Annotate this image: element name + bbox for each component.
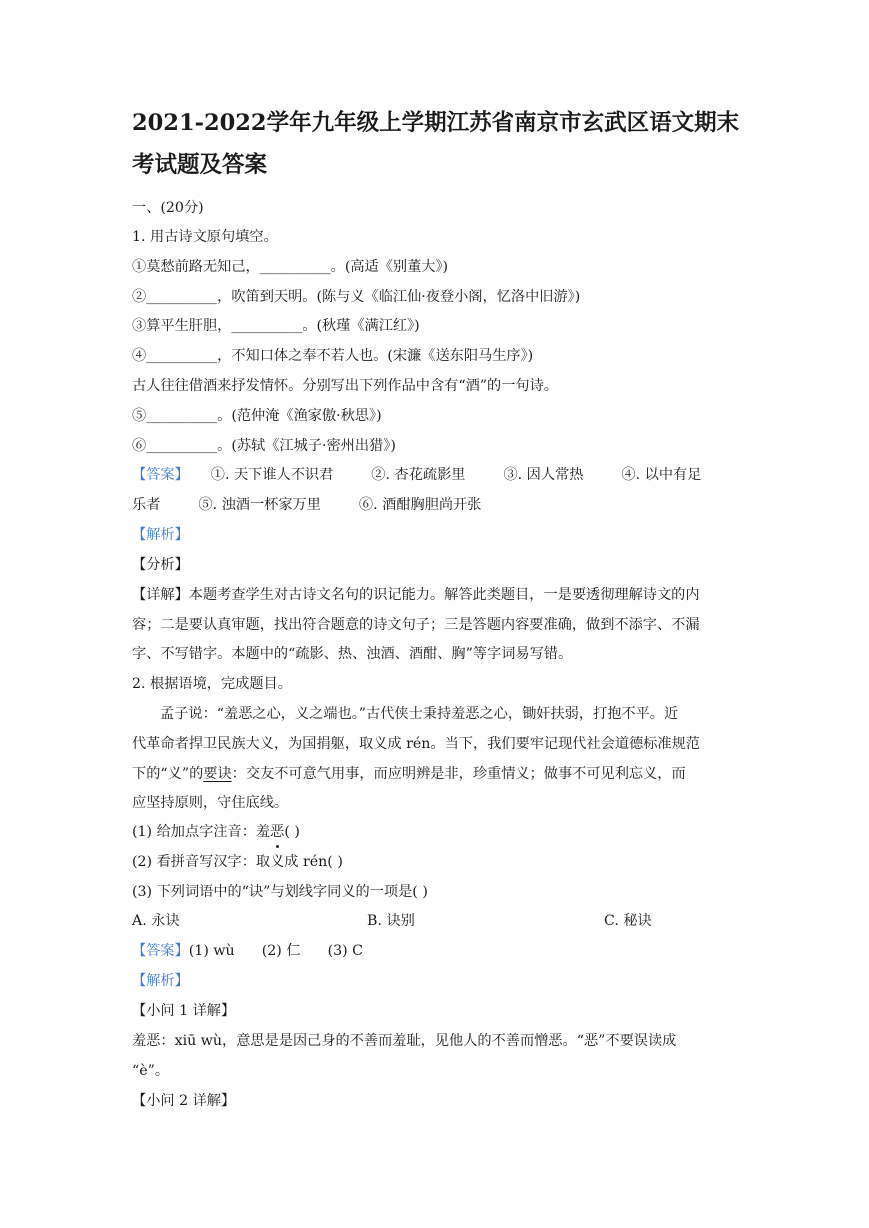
question-1-item: ③算平生肝胆，__________。(秋瑾《满江红》)	[132, 318, 420, 334]
option-a: A. 永诀	[132, 913, 180, 929]
underlined-word: 要诀	[203, 766, 232, 782]
option-b: B. 诀别	[367, 913, 415, 929]
answer-item: ④. 以中有足	[621, 467, 702, 483]
question-1-answer	[132, 464, 701, 486]
detail-line	[132, 584, 700, 606]
passage-line: 应坚持原则，守住底线。	[132, 795, 289, 811]
document-title-line-2: 考试题及答案	[132, 152, 268, 178]
passage-text: 下的“义”的	[132, 766, 204, 782]
subquestion-1-detail-label: 【小问 1 详解】	[132, 1003, 236, 1019]
question-1-instruction: 古人往往借酒来抒发情怀。分别写出下列作品中含有“酒”的一句诗。	[132, 378, 558, 394]
answer-text: (1) wù (2) 仁 (3) C	[188, 943, 364, 959]
subquestion-1	[132, 821, 300, 843]
answer-item: ⑥. 酒酣胸胆尚开张	[358, 497, 482, 513]
question-1-stem: 1. 用古诗文原句填空。	[132, 229, 278, 245]
subquestion-3: (3) 下列词语中的“诀”与划线字同义的一项是( )	[132, 884, 428, 900]
answer-item: ②. 杏花疏影里	[371, 467, 466, 483]
analysis-label: 【解析】	[132, 527, 189, 543]
question-1-answer-continued	[132, 494, 481, 516]
detail-line: 字、不写错字。本题中的“疏影、热、浊酒、酒酣、胸”等字词易写错。	[132, 646, 573, 662]
detail-line: 容；二是要认真审题，找出符合题意的诗文句子；三是答题内容要准确，做到不添字、不漏	[132, 617, 700, 633]
answer-label: 【答案】	[132, 467, 189, 483]
dotted-character: 恶	[270, 821, 284, 843]
detail-line: 羞恶：xiū wù，意思是是因己身的不善而羞耻，见他人的不善而憎恶。“恶”不要误读成	[132, 1033, 677, 1049]
answer-item: ①. 天下谁人不识君	[210, 467, 334, 483]
answer-item: 乐者	[132, 497, 161, 513]
answer-item: ③. 因人常热	[503, 467, 584, 483]
subquestion-2-detail-label: 【小问 2 详解】	[132, 1093, 236, 1109]
section-heading: 一、(20分)	[132, 200, 204, 216]
passage-line	[132, 763, 686, 785]
question-1-item: ④__________，不知口体之奉不若人也。(宋濂《送东阳马生序》)	[132, 348, 534, 364]
subquestion-2: (2) 看拼音写汉字：取义成 rén( )	[132, 854, 343, 870]
passage-line: 代革命者捍卫民族大义，为国捐躯，取义成 rén。当下，我们要牢记现代社会道德标准规范	[132, 736, 700, 752]
question-2-stem: 2. 根据语境，完成题目。	[132, 676, 292, 692]
answer-item: ⑤. 浊酒一杯家万里	[198, 497, 321, 513]
detail-line: “è”。	[132, 1063, 170, 1079]
fenxi-label: 【分析】	[132, 557, 189, 573]
passage-text: ：交友不可意气用事，而应明辨是非，珍重情义；做事不可见利忘义，而	[231, 766, 686, 782]
question-1-item: ①莫愁前路无知己，__________。(高适《别董大》)	[132, 259, 449, 275]
passage-line: 孟子说：“羞恶之心，义之端也。”古代侠士秉持羞恶之心，锄奸扶弱，打抱不平。近	[160, 706, 679, 722]
question-1-item: ⑤__________。(范仲淹《渔家傲·秋思》)	[132, 408, 382, 424]
analysis-label: 【解析】	[132, 973, 189, 989]
question-2-answer	[132, 940, 363, 962]
answer-label: 【答案】	[132, 943, 189, 959]
subquestion-blank: ( )	[284, 824, 300, 840]
subquestion-text: (1) 给加点字注音：羞	[132, 824, 271, 840]
detail-text: 本题考查学生对古诗文名句的识记能力。解答此类题目，一是要透彻理解诗文的内	[188, 587, 700, 603]
option-c: C. 秘诀	[604, 913, 652, 929]
detail-label: 【详解】	[132, 587, 189, 603]
question-1-item: ⑥__________。(苏轼《江城子·密州出猎》)	[132, 438, 396, 454]
document-title-line-1: 2021-2022学年九年级上学期江苏省南京市玄武区语文期末	[132, 110, 740, 136]
question-1-item: ②__________，吹笛到天明。(陈与义《临江仙·夜登小阁，忆洛中旧游》)	[132, 289, 581, 305]
